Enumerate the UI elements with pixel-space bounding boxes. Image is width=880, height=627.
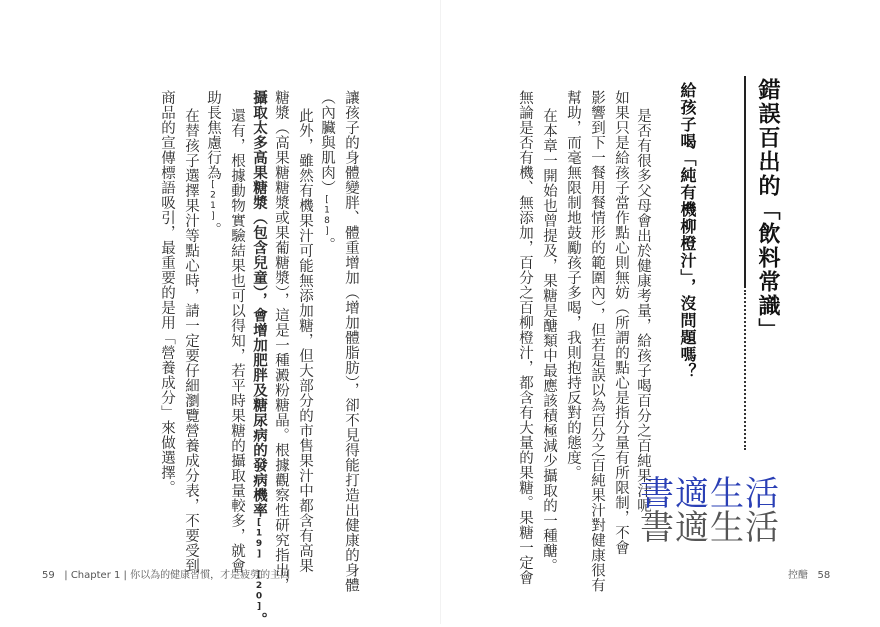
right-page-footer: [788, 566, 830, 581]
left-line-9: 商品的宣傳標語吸引，最重要的是用「營養成分」來做選擇。: [159, 90, 175, 495]
paragraph-line-2: 如果只是給孩子當作點心則無妨（所謂的點心是指分量有所限制，不會: [613, 90, 629, 555]
page-gutter: [440, 0, 441, 624]
left-line-2: （內臟與肌肉）[18]。: [319, 90, 335, 252]
paragraph-line-3: 影響到下一餐用餐情形的範圍內），但若是誤以為百分之百純果汁對健康很有: [589, 90, 605, 593]
left-line-6: 還有，根據動物實驗結果也可以得知，若平時果糖的攝取量較多，就會: [229, 108, 245, 573]
publisher-watermark: 書適生活: [640, 474, 780, 514]
left-line-8: 在替孩子選擇果汁等點心時，請一定要仔細瀏覽營養成分表，不要受到: [183, 108, 199, 573]
citation-ref: [18]: [322, 195, 332, 237]
paragraph-line-6: 無論是否有機、無添加，百分之百柳橙汁，都含有大量的果糖。果糖一定會: [517, 90, 533, 585]
publisher-watermark-shadow: 書適生活: [640, 508, 780, 548]
paragraph-line-1: 是否有很多父母會出於健康考量，給孩子喝百分之百純果汁呢？: [635, 108, 651, 528]
section-title: 錯誤百出的「飲料常識」: [755, 78, 780, 342]
paragraph-line-5: 在本章一開始也曾提及，果糖是醣類中最應該積極減少攝取的一種醣。: [541, 108, 557, 573]
page-number: 58: [817, 570, 831, 581]
left-line-1: 讓孩子的身體變胖、體重增加（增加體脂肪），卻不見得能打造出健康的身體: [343, 90, 359, 593]
left-page-footer: [42, 566, 290, 581]
chapter-running-head: | Chapter 1 | 你以為的健康習慣，才是疲勞的主因: [64, 570, 291, 581]
title-rule: [744, 76, 746, 288]
page-number: 59: [42, 570, 55, 581]
left-line-4: 糖漿（高果糖糖漿或果葡糖漿），這是一種澱粉糖晶。根據觀察性研究指出，: [273, 90, 289, 593]
left-line-3: 此外，雖然有機果汁可能無添加糖，但大部分的市售果汁中都含有高果: [297, 108, 313, 573]
left-line-5: 攝取太多高果糖漿（包含兒童），會增加肥胖及糖尿病的發病機率[19] [20]。: [251, 90, 267, 627]
running-head: 控醣: [788, 570, 808, 581]
dotted-divider: [744, 290, 746, 450]
citation-ref: [21]: [208, 180, 218, 222]
citation-ref: [19] [20]: [254, 517, 264, 613]
section-subtitle: 給孩子喝「純有機柳橙汁」，沒問題嗎？: [678, 82, 697, 380]
left-line-7: 助長焦慮行為[21]。: [205, 90, 221, 237]
paragraph-line-4: 幫助，而毫無限制地鼓勵孩子多喝，我則抱持反對的態度。: [565, 90, 581, 480]
